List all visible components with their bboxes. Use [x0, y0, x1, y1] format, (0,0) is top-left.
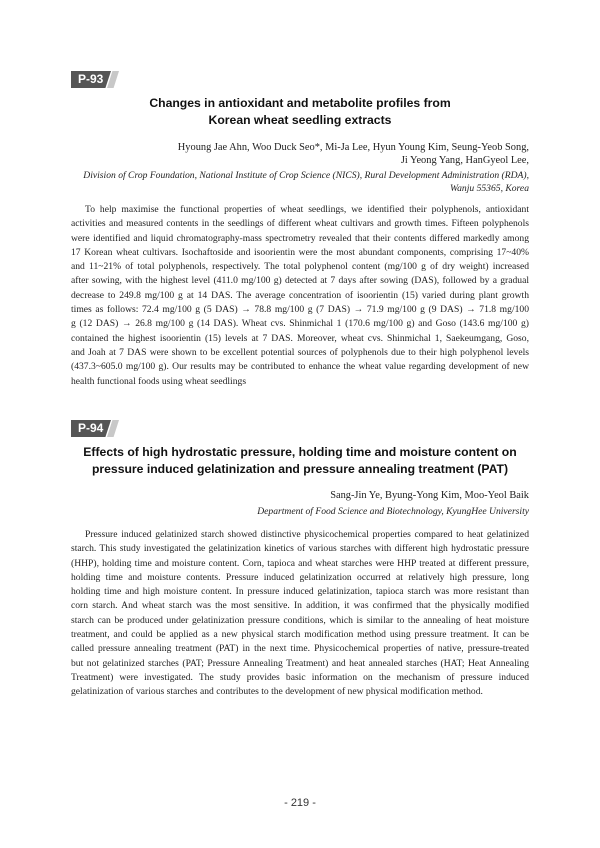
page-number: - 219 - [284, 797, 316, 809]
abstract-line: g (12 DAS) → 26.8 mg/100 g (14 DAS). Wheat cvs. Shinmichal 1 (170.6 mg/100 g) and Goso (143.6 mg/100 g) [71, 318, 529, 330]
authors-p94: Sang-Jin Ye, Byung-Yong Kim, Moo-Yeol Baik [330, 490, 529, 501]
abstract-line: and Joah at 7 DAS were shown to be excellent potential sources of polyphenols due to their high polyphenol levels [71, 346, 529, 358]
article-title-p94: Effects of high hydrostatic pressure, holding time and moisture content on pressure induced gelatinization and pressure annealing treatment (PAT) [83, 445, 517, 476]
poster-badge-p93 [71, 71, 119, 88]
abstract-line: Pressure induced gelatinized starch showed distinctive physicochemical properties compared to heat gelatinized [85, 529, 529, 540]
abstract-line: after sowing, with the highest level (411.0 mg/100 g) detected at 7 days after sowing (DAS), followed by a gradual [71, 275, 529, 287]
abstract-p93 [71, 203, 529, 389]
article-title-p93: Changes in antioxidant and metabolite profiles from Korean wheat seedling extracts [149, 96, 451, 127]
abstract-line: Treatment) were investigated. The study provides basic information on the mechanism of pressure induced [71, 671, 529, 683]
abstract-line: starch can be produced under gelatinization pressure conditions, which is similar to the annealing of heat moisture [71, 614, 529, 626]
affiliation-p93: Division of Crop Foundation, National Institute of Crop Science (NICS), Rural Development Administration (RDA), Wanju 55365, Korea [83, 170, 529, 194]
abstract-line: and 11~21% of total polyphenols, respectively. The total polyphenol content (mg/100 g of dry weight) increased [71, 261, 529, 273]
abstract-line: decrease to 249.8 mg/100 g at 14 DAS. The average concentration of isoorientin (15) varied during plant growth [71, 289, 529, 301]
affiliation-p94: Department of Food Science and Biotechnology, KyungHee University [257, 506, 529, 517]
abstract-line: starch. This study investigated the gelatinization kinetics of various starches with different high hydrostatic pressure [71, 543, 529, 555]
poster-number: P-93 [78, 72, 104, 86]
abstract-line: gelatinization of various starches and contributes to the development of new physical modification method. [71, 686, 483, 698]
abstract-line: contained the highest isoorientin (15) levels at 7 DAS. Moreover, wheat cvs. Shinmichal 1, Saekeumgang, Goso, [71, 332, 529, 344]
abstract-line: To help maximise the functional properties of wheat seedlings, we identified their polyphenols, antioxidant [85, 204, 529, 215]
abstract-line: activities and measured contents in the seedlings of different wheat cultivars and growth times. Fifteen polyphenols [71, 218, 529, 230]
abstract-line: 17 Korean wheat cultivars. Isochaftoside and isoorientin were the most abundant components, comprising 17~40% [71, 246, 529, 258]
poster-number: P-94 [78, 421, 104, 435]
abstract-line: (437.3~605.0 mg/100 g). Our results may be contributed to enhance the wheat value regarding development of new [71, 361, 529, 373]
abstract-p94 [71, 528, 529, 700]
abstract-line: corn starch. And wheat starch was the most sensitive. In addition, it was confirmed that the physically modified [71, 600, 529, 612]
abstract-line: called pressure annealing treatment (PAT) in the next time. Physicochemical properties of native, pressure-treated [71, 643, 529, 655]
abstract-line: (HHP), holding time and moisture content. Corn, tapioca and wheat starches were HHP treated at different pressure, [71, 557, 529, 569]
authors-p93: Hyoung Jae Ahn, Woo Duck Seo*, Mi-Ja Lee, Hyun Young Kim, Seung-Yeob Song, Ji Yeong Yang, HanGyeol Lee, [177, 142, 529, 166]
abstract-line: treatment, and could be applied as a new physical starch modification method using pressure treatment. It can be [71, 629, 529, 641]
abstract-line: health functional foods using wheat seedlings [71, 375, 247, 387]
abstract-line: times as follows: 72.4 mg/100 g (5 DAS) → 78.8 mg/100 g (7 DAS) → 71.9 mg/100 g (9 DAS) → 71.8 mg/100 [71, 304, 529, 316]
abstract-line: but not gelatinized starches (PAT; Pressure Annealing Treatment) and heat annealed starches (HAT; Heat Annealing [71, 657, 529, 669]
abstract-line: holding time and moisture contents. Pressure induced gelatinization occurred at relatively high pressure, long [71, 571, 529, 583]
abstract-line: were identified and liquid chromatography-mass spectrometry revealed that their contents differed markedly among [71, 232, 529, 244]
abstract-line: holding time and high moisture content. In pressure induced gelatinization, tapioca starch was more resistant than [71, 586, 529, 598]
poster-badge-p94 [71, 420, 119, 437]
